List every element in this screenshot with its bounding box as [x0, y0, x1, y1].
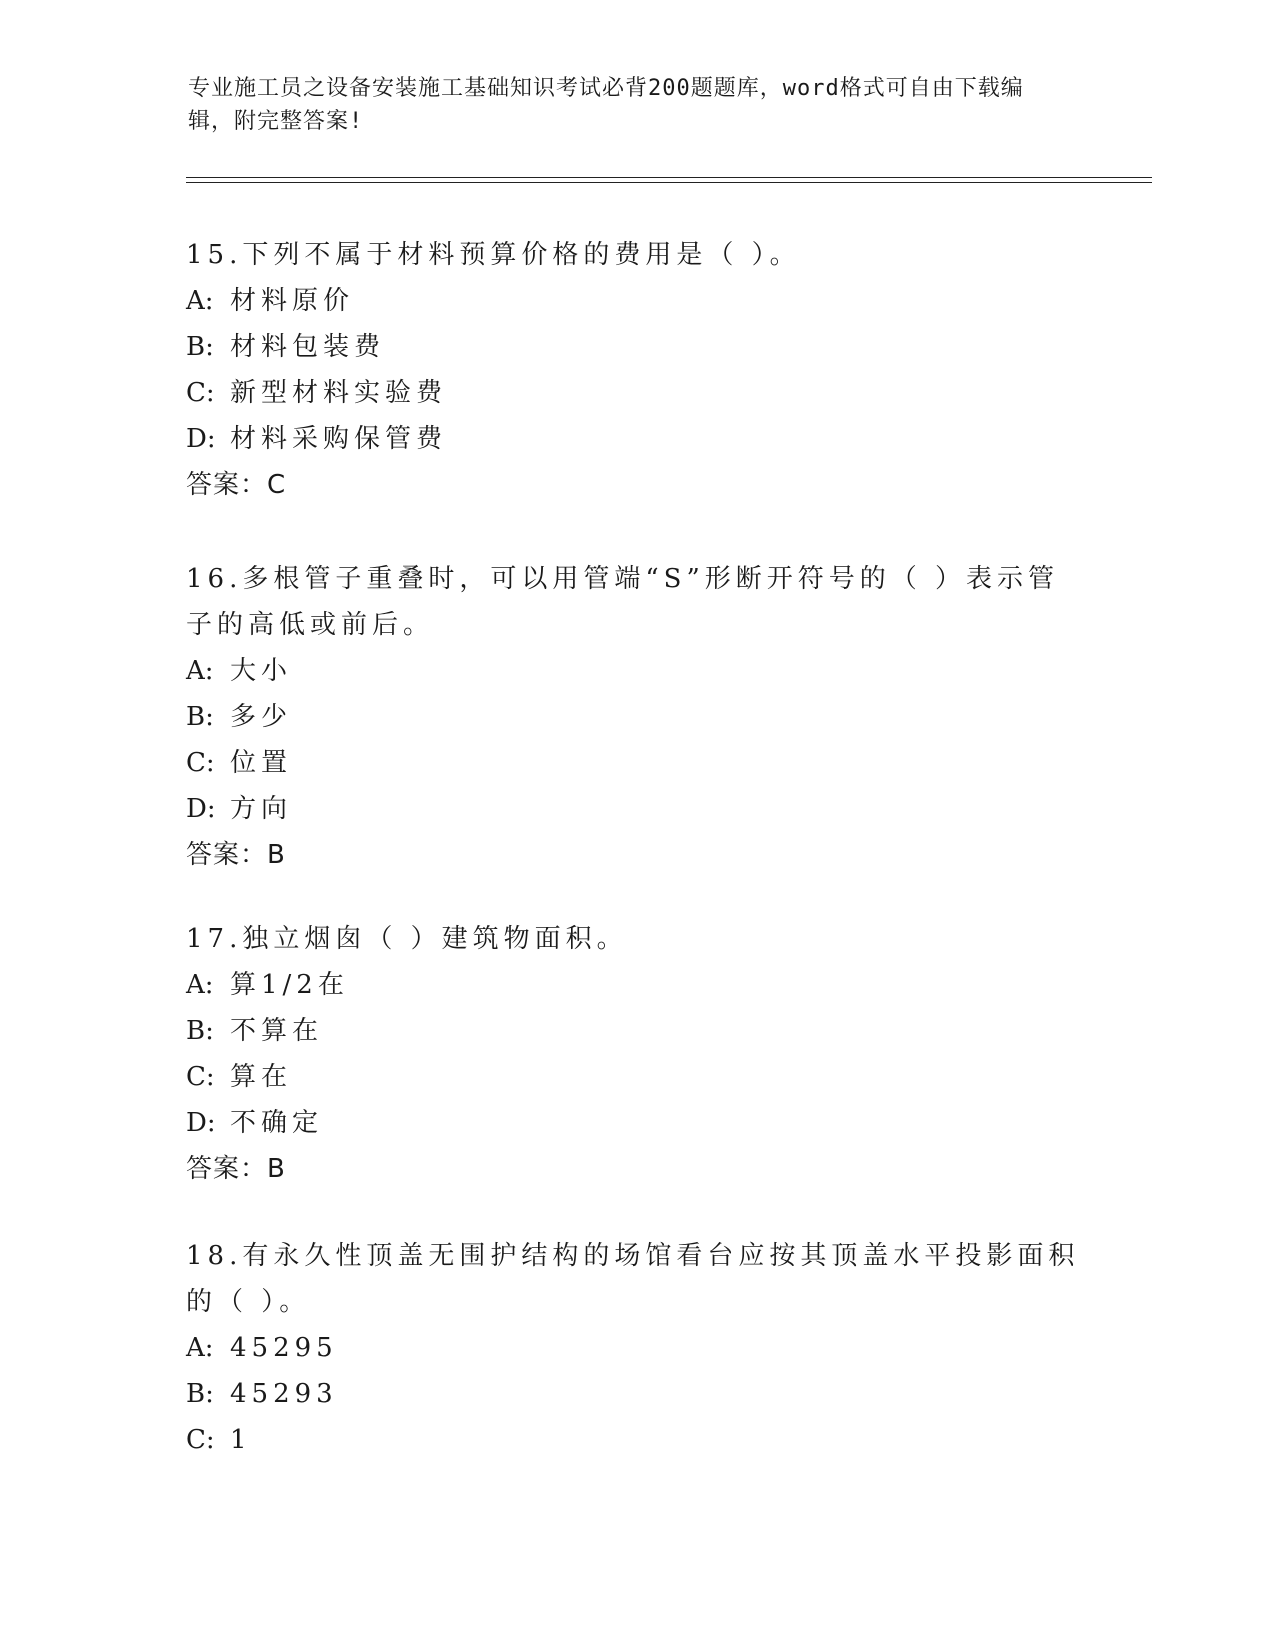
option-letter: A:	[186, 286, 214, 316]
option-text: 不算在	[230, 1016, 324, 1046]
option-a	[186, 278, 1086, 324]
question-title: 17.独立烟囱（ ）建筑物面积。	[186, 924, 628, 954]
question-title: 15.下列不属于材料预算价格的费用是（ ）。	[186, 240, 801, 270]
option-text: 算在	[230, 1062, 293, 1092]
question-title: 18.有永久性顶盖无围护结构的场馆看台应按其顶盖水平投影面积的（ ）。	[186, 1241, 1080, 1317]
option-letter: C:	[186, 748, 215, 778]
option-a	[186, 648, 1086, 694]
option-letter: A:	[186, 970, 214, 1000]
option-letter: C:	[186, 1062, 215, 1092]
option-b	[186, 694, 1086, 740]
option-letter: B:	[186, 332, 214, 362]
option-c	[186, 1054, 1086, 1100]
option-letter: C:	[186, 1425, 215, 1455]
option-letter: B:	[186, 702, 214, 732]
option-text: 材料采购保管费	[230, 424, 448, 454]
question-15	[186, 232, 1086, 508]
option-b	[186, 1008, 1086, 1054]
document-header: 专业施工员之设备安装施工基础知识考试必背200题题库，word格式可自由下载编辑，附完整答案!	[188, 76, 1024, 134]
answer-line: 答案：B	[186, 1154, 286, 1184]
option-letter: D:	[186, 794, 216, 824]
option-d	[186, 1100, 1086, 1146]
option-a	[186, 1325, 1086, 1371]
option-d	[186, 786, 1086, 832]
option-b	[186, 1371, 1086, 1417]
option-text: 45293	[230, 1379, 338, 1409]
option-letter: C:	[186, 378, 215, 408]
option-c	[186, 1417, 1086, 1463]
option-d	[186, 416, 1086, 462]
question-18	[186, 1233, 1086, 1463]
question-16	[186, 556, 1086, 878]
option-text: 不确定	[230, 1108, 324, 1138]
option-c	[186, 740, 1086, 786]
option-letter: A:	[186, 656, 214, 686]
option-text: 方向	[230, 794, 293, 824]
option-letter: A:	[186, 1333, 214, 1363]
question-17	[186, 916, 1086, 1192]
option-text: 算1/2在	[230, 970, 349, 1000]
answer-line: 答案：B	[186, 840, 286, 870]
option-letter: D:	[186, 424, 216, 454]
option-letter: B:	[186, 1379, 214, 1409]
option-c	[186, 370, 1086, 416]
option-text: 1	[230, 1425, 252, 1455]
option-text: 45295	[230, 1333, 338, 1363]
header-divider-top	[186, 177, 1152, 178]
option-text: 位置	[230, 748, 293, 778]
question-title: 16.多根管子重叠时，可以用管端“S”形断开符号的（ ）表示管子的高低或前后。	[186, 564, 1060, 640]
option-letter: B:	[186, 1016, 214, 1046]
option-text: 大小	[230, 656, 293, 686]
option-b	[186, 324, 1086, 370]
header-divider-bottom	[186, 182, 1152, 183]
option-a	[186, 962, 1086, 1008]
option-letter: D:	[186, 1108, 216, 1138]
answer-line: 答案：C	[186, 470, 287, 500]
option-text: 材料包装费	[230, 332, 386, 362]
option-text: 材料原价	[230, 286, 355, 316]
option-text: 新型材料实验费	[230, 378, 448, 408]
option-text: 多少	[230, 702, 293, 732]
